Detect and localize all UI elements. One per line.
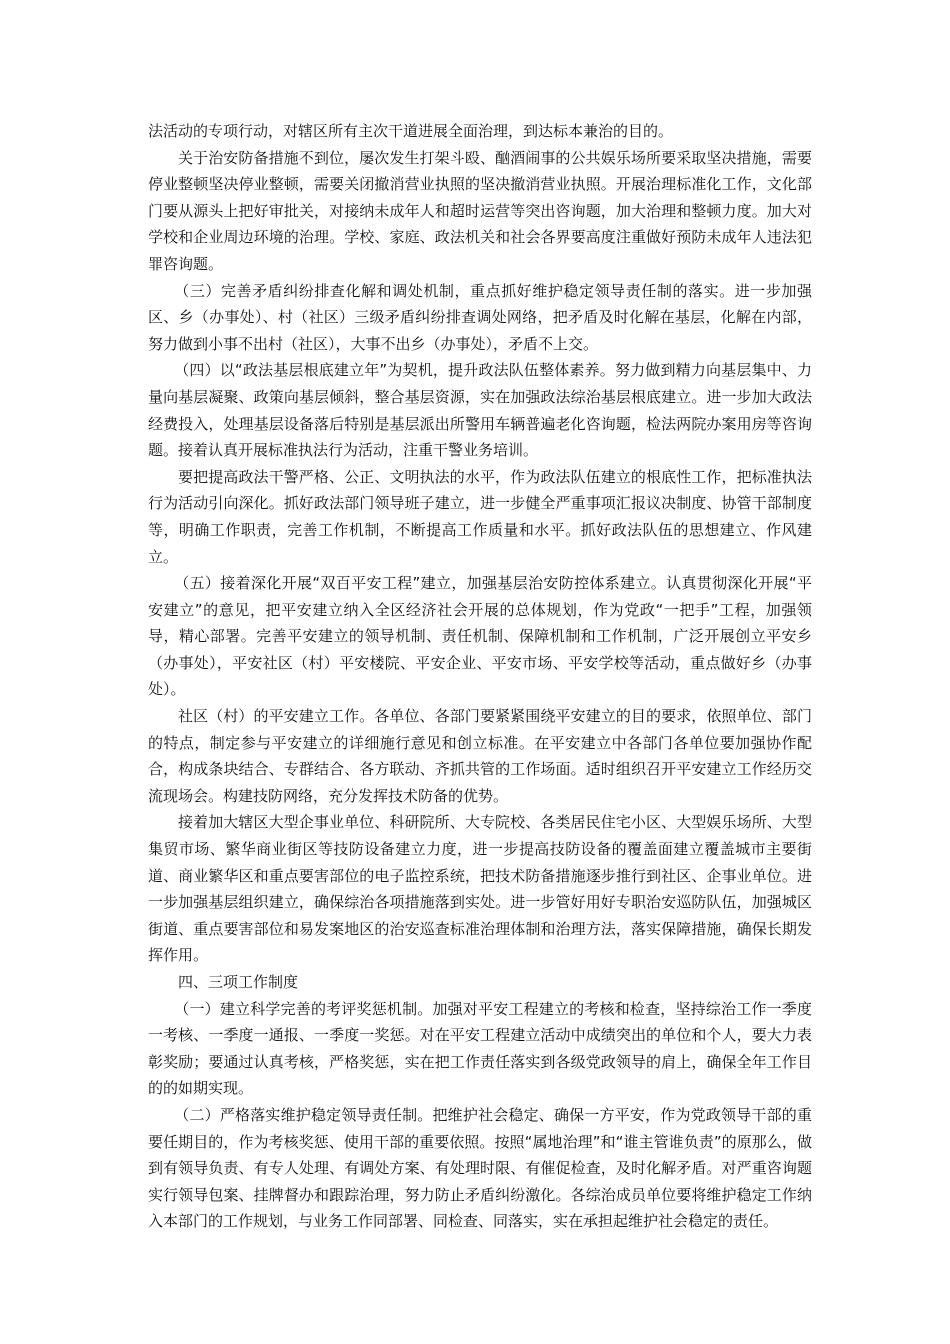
paragraph-law-enforcement: 要把提高政法干警严格、公正、文明执法的水平，作为政法队伍建立的根底性工作，把标准执法行为活动引向深化。抓好政法部门领导班子建立，进一步健全严重事项汇报议决制度、协管干部制度等，明确工作职责，完善工作机制，不断提高工作质量和水平。抓好政法队伍的思想建立、作风建立。 — [148, 467, 812, 566]
paragraph-community-safety: 社区（村）的平安建立工作。各单位、各部门要紧紧围绕平安建立的目的要求，依照单位、部门的特点，制定参与平安建立的详细施行意见和创立标准。在平安建立中各部门各单位要加强协作配合，构成条块结合、专群结合、各方联动、齐抓共管的工作场面。适时组织召开平安建立工作经历交流现场会。构建技防网络，充分发挥技术防备的优势。 — [148, 707, 812, 805]
document-body — [148, 118, 812, 1235]
paragraph-technical-defense: 接着加大辖区大型企事业单位、科研院所、大专院校、各类居民住宅小区、大型娱乐场所、大型集贸市场、繁华商业街区等技防设备建立力度，进一步提高技防设备的覆盖面建立覆盖城市主要街道、商业繁华区和重点要害部位的电子监控系统，把技术防备措施逐步推行到社区、企事业单位。进一步加强基层组织建立，确保综治各项措施落到实处。进一步管好用好专职治安巡防队伍，加强城区街道、重点要害部位和易发案地区的治安巡查标准治理体制和治理方法，落实保障措施，确保长期发挥作用。 — [148, 813, 812, 965]
paragraph-section-5: （五）接着深化开展“双百平安工程”建立，加强基层治安防控体系建立。认真贯彻深化开展“平安建立”的意见，把平安建立纳入全区经济社会开展的总体规划，作为党政“一把手”工程，加强领导，精心部署。完善平安建立的领导机制、责任机制、保障机制和工作机制，广泛开展创立平安乡（办事处），平安社区（村）平安楼院、平安企业、平安市场、平安学校等活动，重点做好乡（办事处）。 — [148, 574, 812, 699]
paragraph-evaluation-mechanism: （一）建立科学完善的考评奖惩机制。加强对平安工程建立的考核和检查，坚持综治工作一季度一考核、一季度一通报、一季度一奖惩。对在平安工程建立活动中成绩突出的单位和个人，要大力表彰奖励；要通过认真考核，严格奖惩，实在把工作责任落实到各级党政领导的肩上，确保全年工作目的的如期实现。 — [148, 999, 812, 1098]
paragraph-entertainment-venues: 关于治安防备措施不到位，屡次发生打架斗殴、酗酒闹事的公共娱乐场所要采取坚决措施，需要停业整顿坚决停业整顿，需要关闭撤消营业执照的坚决撤消营业执照。开展治理标准化工作，文化部门要从源头上把好审批关，对接纳未成年人和超时运营等突出咨询题，加大治理和整顿力度。加大对学校和企业周边环境的治理。学校、家庭、政法机关和社会各界要高度注重做好预防未成年人违法犯罪咨询题。 — [148, 148, 812, 273]
paragraph-section-3: （三）完善矛盾纠纷排查化解和调处机制，重点抓好维护稳定领导责任制的落实。进一步加强区、乡（办事处）、村（社区）三级矛盾纠纷排查调处网络，把矛盾及时化解在基层，化解在内部，努力做到小事不出村（社区），大事不出乡（办事处），矛盾不上交。 — [148, 281, 812, 353]
paragraph-continuation: 法活动的专项行动，对辖区所有主次干道进展全面治理，到达标本兼治的目的。 — [148, 122, 674, 140]
paragraph-section-4: （四）以“政法基层根底建立年”为契机，提升政法队伍整体素养。努力做到精力向基层集中、力量向基层凝聚、政策向基层倾斜，整合基层资源，实在加强政法综治基层根底建立。进一步加大政法经费投入，处理基层设备落后特别是基层派出所警用车辆普遍老化咨询题，检法两院办案用房等咨询题。接着认真开展标准执法行为活动，注重干警业务培训。 — [148, 361, 812, 460]
section-heading-four: 四、三项工作制度 — [178, 973, 299, 991]
paragraph-stability-responsibility: （二）严格落实维护稳定领导责任制。把维护社会稳定、确保一方平安，作为党政领导干部的重要任期目的，作为考核奖惩、使用干部的重要依照。按照“属地治理”和“谁主管谁负责”的原那么，做到有领导负责、有专人处理、有调处方案、有处理时限、有催促检查，及时化解矛盾。对严重咨询题实行领导包案、挂牌督办和跟踪治理，努力防止矛盾纠纷激化。各综治成员单位要将维护稳定工作纳入本部门的工作规划，与业务工作同部署、同检查、同落实，实在承担起维护社会稳定的责任。 — [148, 1105, 812, 1231]
